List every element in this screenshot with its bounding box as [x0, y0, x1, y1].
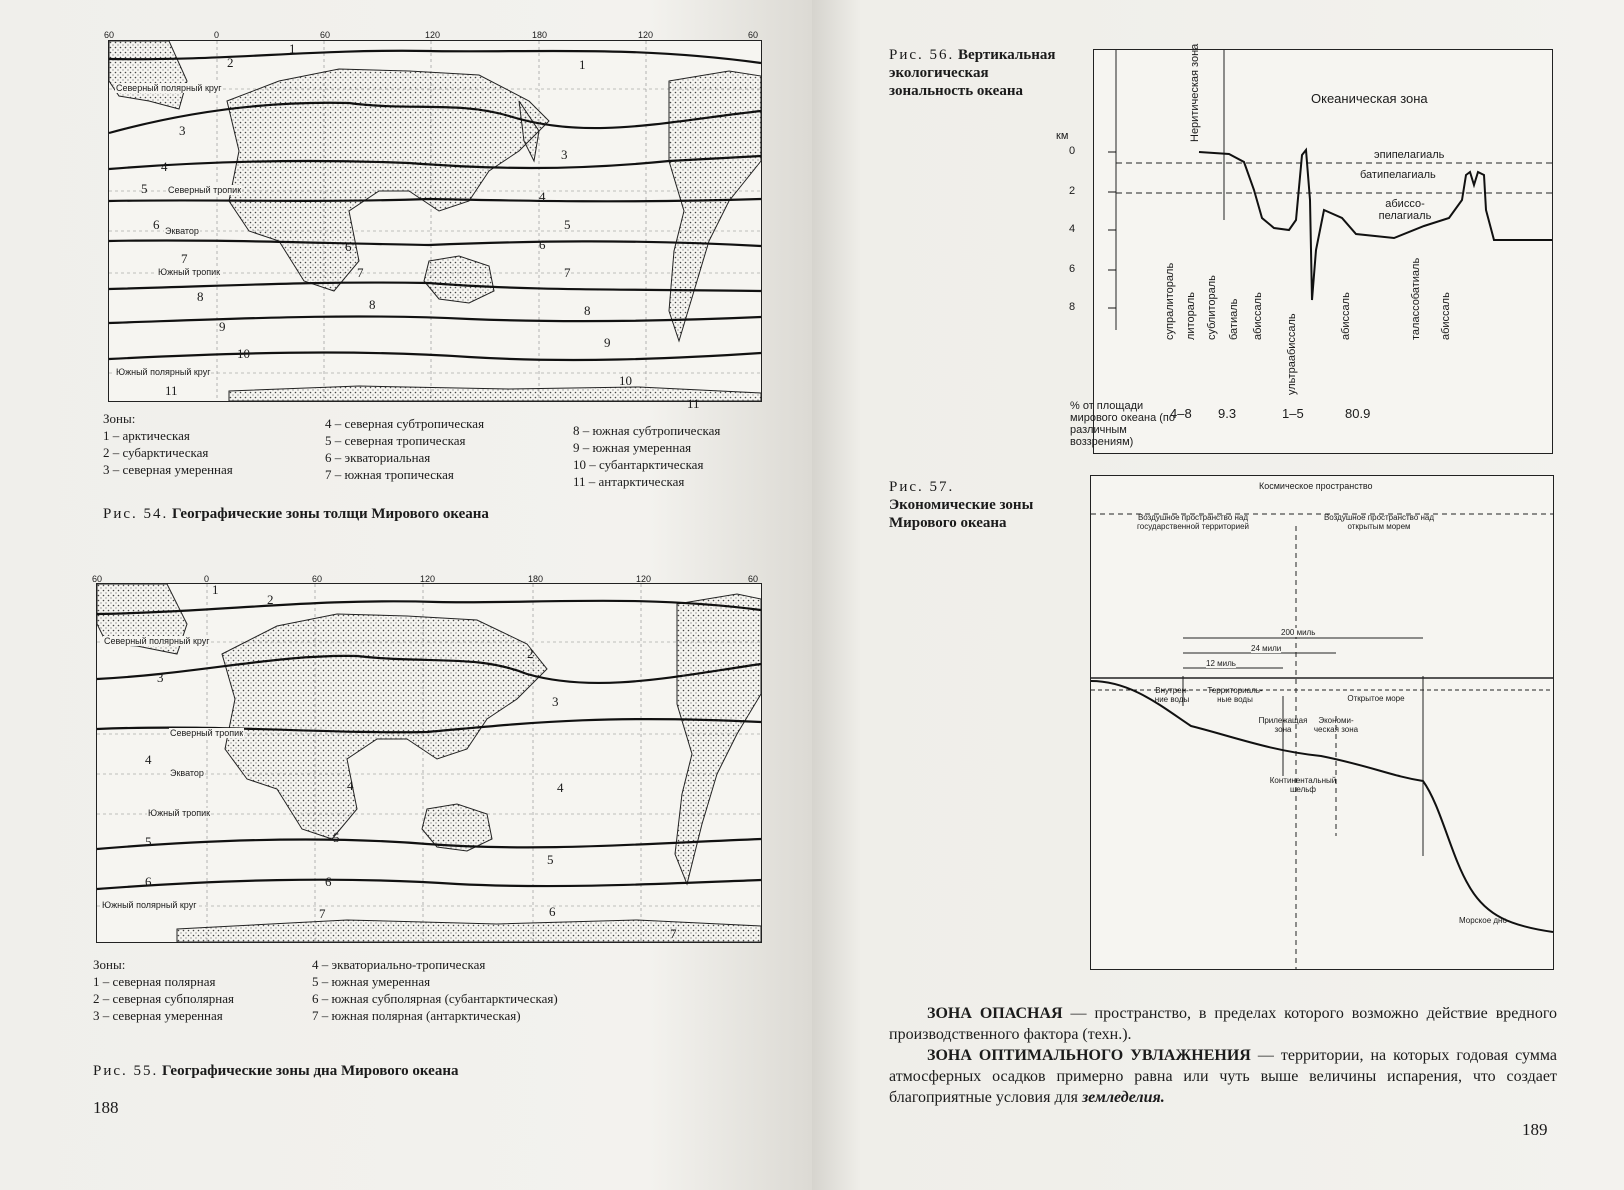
entry-term: ЗОНА ОПАСНАЯ — [927, 1005, 1063, 1022]
fig54-zone-8c: 8 — [584, 303, 591, 318]
fig54-zone-4b: 4 — [539, 189, 546, 204]
fig54-zone-10: 10 — [237, 346, 250, 361]
fig54-zone-2: 2 — [227, 55, 234, 70]
fig55-antarctic-circle-label: Южный полярный круг — [102, 900, 197, 910]
fig57-air-state: Воздушное пространство над государственной территорией — [1137, 513, 1249, 531]
fig55-equator-label: Экватор — [170, 768, 204, 778]
fig54-legend-item: 3 – северная умеренная — [103, 462, 233, 477]
fig54-legend-title: Зоны: — [103, 411, 136, 426]
fig54-legend-item: 6 – экваториальная — [325, 450, 431, 465]
fig56-layer-bathy: батипелагиаль — [1360, 169, 1436, 181]
fig55-lon-top-6: 60 — [748, 574, 759, 584]
fig56-neritic-label: Неритическая зона — [1189, 43, 1201, 142]
fig54-caption-prefix: Рис. 54. — [103, 506, 169, 522]
fig56-zone-ultraabyssal: ультраабиссаль — [1286, 313, 1298, 395]
fig54-map-drawing — [109, 41, 761, 401]
fig54-zone-11b: 11 — [687, 396, 700, 411]
fig55-zone-2: 2 — [267, 592, 274, 607]
fig55-lon-top-1: 0 — [204, 574, 210, 584]
fig57-air-open: Воздушное пространство над открытым морем — [1323, 513, 1435, 531]
fig57-diagram — [1090, 475, 1554, 970]
fig54-lon-top-6: 60 — [748, 30, 759, 40]
fig57-economic: Экономи-ческая зона — [1313, 716, 1359, 734]
fig57-seabed: Морское дно — [1459, 916, 1507, 925]
fig54-legend-item: 4 – северная субтропическая — [325, 416, 485, 431]
fig57-territorial: Территориаль-ные воды — [1207, 686, 1263, 704]
entry-body: — территории, на которых годовая сумма атмосферных осадков примерно равна или чуть выше величины испарения, что создает благоприятные условия для — [889, 1047, 1557, 1106]
fig54-zone-1: 1 — [289, 41, 296, 56]
fig54-legend-item: 10 – субантарктическая — [573, 457, 704, 472]
fig56-zone-thalassobathyal: талассобатиаль — [1410, 257, 1422, 340]
fig56-zone-abyssal-3: абиссаль — [1440, 292, 1452, 340]
fig54-arctic-circle-label: Северный полярный круг — [116, 83, 222, 93]
fig54-legend-col2 — [325, 415, 484, 483]
fig54-legend-item: 5 – северная тропическая — [325, 433, 466, 448]
fig55-legend-item: 4 – экваториально-тропическая — [312, 957, 486, 972]
fig55-lon-top-0: 60 — [92, 574, 103, 584]
fig55-zone-1: 1 — [212, 582, 219, 597]
fig56-depth-6: 6 — [1069, 263, 1076, 275]
fig56-layer-epi: эпипелагиаль — [1374, 149, 1445, 161]
fig55-legend-item: 6 – южная субполярная (субантарктическая) — [312, 991, 558, 1006]
fig56-depth-0: 0 — [1069, 145, 1076, 157]
fig54-legend-item: 2 – субарктическая — [103, 445, 209, 460]
entry-term: ЗОНА ОПТИМАЛЬНОГО УВЛАЖНЕНИЯ — [927, 1047, 1251, 1064]
fig55-lon-top-3: 120 — [420, 574, 436, 584]
entry-danger-zone — [889, 1003, 1557, 1045]
entry-body: — пространство, в пределах которого возможно действие вредного производственного фактора (техн.). — [889, 1005, 1558, 1043]
fig54-zone-9: 9 — [219, 319, 226, 334]
fig57-dist-12: 12 миль — [1206, 659, 1236, 668]
fig56-depth-4: 4 — [1069, 223, 1076, 235]
fig55-zone-6c: 6 — [549, 904, 556, 919]
fig57-dist-200: 200 миль — [1281, 628, 1316, 637]
fig55-south-tropic-label: Южный тропик — [148, 808, 211, 818]
fig55-legend-item: 2 – северная субполярная — [93, 991, 234, 1006]
fig54-legend-item: 9 – южная умеренная — [573, 440, 692, 455]
fig54-legend-item: 1 – арктическая — [103, 428, 190, 443]
fig55-caption-text: Географические зоны дна Мирового океана — [162, 1063, 459, 1079]
fig54-antarctic-circle-label: Южный полярный круг — [116, 367, 211, 377]
fig56-drawing — [1094, 50, 1552, 453]
fig55-lon-top-4: 180 — [528, 574, 544, 584]
fig55-zone-7: 7 — [319, 906, 326, 921]
fig56-zone-bathyal: батиаль — [1228, 298, 1240, 340]
fig54-north-tropic-label: Северный тропик — [168, 185, 242, 195]
fig54-caption-text: Географические зоны толщи Мирового океана — [172, 506, 489, 522]
fig54-zone-6c: 6 — [539, 237, 546, 252]
fig54-legend-item: 7 – южная тропическая — [325, 467, 454, 482]
fig56-km-label: км — [1056, 130, 1069, 142]
fig54-legend-item: 11 – антарктическая — [573, 474, 685, 489]
fig54-zone-6: 6 — [153, 217, 160, 232]
fig55-legend-col2 — [312, 956, 558, 1024]
fig55-zone-6: 6 — [145, 874, 152, 889]
fig56-diagram — [1056, 43, 1553, 454]
fig54-zone-7c: 7 — [564, 265, 571, 280]
fig55-legend — [93, 956, 234, 1024]
fig56-depth-8: 8 — [1069, 301, 1076, 313]
fig56-zone-supralittoral: супралитораль — [1164, 262, 1176, 340]
fig55-zone-4: 4 — [145, 752, 152, 767]
fig54-legend — [103, 410, 233, 478]
fig56-area-value-4: 80.9 — [1345, 406, 1371, 421]
fig54-zone-3b: 3 — [561, 147, 568, 162]
fig56-zone-abyssal-1: абиссаль — [1252, 292, 1264, 340]
fig54-equator-label: Экватор — [165, 226, 199, 236]
fig54-zone-9b: 9 — [604, 335, 611, 350]
fig54-lon-top-4: 180 — [532, 30, 548, 40]
fig55-north-tropic-label: Северный тропик — [170, 728, 244, 738]
fig54-zone-4: 4 — [161, 159, 168, 174]
fig56-depth-2: 2 — [1069, 185, 1076, 197]
fig54-lon-top-3: 120 — [425, 30, 441, 40]
fig54-lon-top-1: 0 — [214, 30, 220, 40]
fig55-caption — [93, 1062, 458, 1080]
fig57-dist-24: 24 мили — [1251, 644, 1282, 653]
fig56-caption — [889, 46, 1059, 100]
fig56-zone-littoral: литораль — [1185, 292, 1197, 340]
fig54-zone-7: 7 — [181, 251, 188, 266]
fig54-zone-6b: 6 — [345, 239, 352, 254]
fig55-lon-top-2: 60 — [312, 574, 323, 584]
fig55-map — [96, 583, 762, 943]
fig54-zone-3: 3 — [179, 123, 186, 138]
fig56-area-value-1: 4–8 — [1170, 406, 1192, 421]
fig57-adjacent: Прилежащая зона — [1258, 716, 1308, 734]
page-number-left: 188 — [93, 1098, 119, 1117]
fig55-lon-top-5: 120 — [636, 574, 652, 584]
fig57-caption — [889, 478, 1049, 532]
fig57-inner-waters: Внутрен-ние воды — [1154, 686, 1190, 704]
fig55-zone-5b: 5 — [333, 830, 340, 845]
fig54-zone-5b: 5 — [564, 217, 571, 232]
fig57-space: Космическое пространство — [1259, 481, 1373, 491]
fig54-lon-top-0: 60 — [104, 30, 115, 40]
fig55-zone-5: 5 — [145, 834, 152, 849]
fig56-caption-prefix: Рис. 56. — [889, 47, 955, 63]
fig56-area-value-3: 1–5 — [1282, 406, 1304, 421]
fig55-zone-4c: 4 — [557, 780, 564, 795]
fig56-zone-abyssal-2: абиссаль — [1340, 292, 1352, 340]
fig56-layer-abysso: абиссо-пелагиаль — [1378, 198, 1432, 222]
fig55-zone-3: 3 — [157, 670, 164, 685]
fig55-zone-3b: 3 — [552, 694, 559, 709]
fig54-lon-top-5: 120 — [638, 30, 654, 40]
fig55-legend-title: Зоны: — [93, 957, 126, 972]
fig54-zone-1b: 1 — [579, 57, 586, 72]
fig55-legend-item: 5 – южная умеренная — [312, 974, 431, 989]
fig54-zone-8b: 8 — [369, 297, 376, 312]
fig55-zone-7b: 7 — [670, 926, 677, 941]
fig54-caption — [103, 505, 489, 523]
fig57-shelf: Континентальный шельф — [1269, 776, 1337, 794]
fig54-south-tropic-label: Южный тропик — [158, 267, 221, 277]
fig55-caption-prefix: Рис. 55. — [93, 1063, 159, 1079]
fig57-open-sea: Открытое море — [1347, 694, 1405, 703]
fig54-legend-item: 8 – южная субтропическая — [573, 423, 721, 438]
fig55-zone-4b: 4 — [347, 778, 354, 793]
entry-emphasis: земледелия. — [1081, 1089, 1165, 1106]
fig56-caption-text: Вертикальная экологическая зональность океана — [889, 47, 1056, 99]
fig54-legend-col3 — [573, 422, 720, 490]
fig55-zone-2b: 2 — [527, 646, 534, 661]
fig54-zone-10b: 10 — [619, 373, 632, 388]
fig55-zone-5c: 5 — [547, 852, 554, 867]
fig55-legend-item: 1 – северная полярная — [93, 974, 216, 989]
fig55-legend-item: 7 – южная полярная (антарктическая) — [312, 1008, 521, 1023]
fig55-legend-item: 3 – северная умеренная — [93, 1008, 223, 1023]
fig56-area-value-2: 9.3 — [1218, 406, 1237, 421]
fig57-caption-prefix: Рис. 57. — [889, 479, 955, 495]
entry-optimal-moisture — [889, 1045, 1557, 1108]
fig54-zone-8: 8 — [197, 289, 204, 304]
fig55-zone-6b: 6 — [325, 874, 332, 889]
fig54-zone-5: 5 — [141, 181, 148, 196]
fig56-area-label: % от площади мирового океана (по различным воззрениям) — [1070, 400, 1175, 448]
fig54-zone-11: 11 — [165, 383, 178, 398]
fig56-oceanic-label: Океаническая зона — [1311, 91, 1428, 106]
fig55-arctic-circle-label: Северный полярный круг — [104, 636, 210, 646]
fig54-lon-top-2: 60 — [320, 30, 331, 40]
dictionary-text — [889, 1003, 1557, 1108]
fig54-map — [108, 40, 762, 411]
page-number-right: 189 — [1522, 1120, 1548, 1139]
fig57-caption-text: Экономические зоны Мирового океана — [889, 497, 1034, 531]
fig54-zone-7b: 7 — [357, 265, 364, 280]
fig56-zone-sublittoral: сублитораль — [1206, 275, 1218, 340]
